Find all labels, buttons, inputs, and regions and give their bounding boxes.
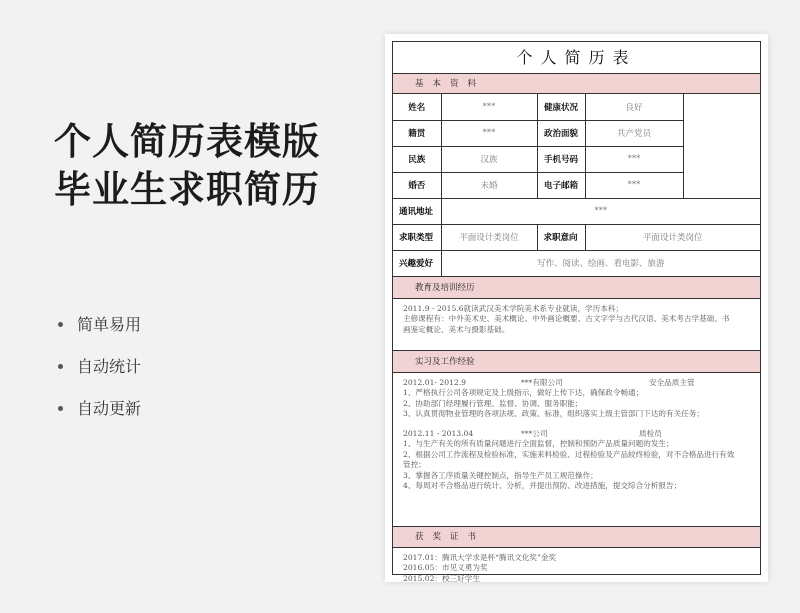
label-job-intent: 求职意向 <box>537 224 585 250</box>
job-header <box>403 429 752 440</box>
value-ethnicity: 汉族 <box>441 146 537 172</box>
job-date: 2012.11 - 2013.04 <box>403 428 474 438</box>
label-hobby: 兴趣爱好 <box>393 250 441 276</box>
job-duty-line: 2、根据公司工作流程及检验标准，实施来料检验、过程检验及产品较终检验，对不合格品进行有效 <box>403 449 735 459</box>
label-origin: 籍贯 <box>393 120 441 146</box>
job-company: ***公司 <box>521 428 548 438</box>
value-origin: *** <box>441 120 537 146</box>
value-email: *** <box>585 172 683 198</box>
value-marital: 未婚 <box>441 172 537 198</box>
job-header <box>403 378 752 389</box>
label-political: 政治面貌 <box>537 120 585 146</box>
basic-info-table <box>393 94 760 277</box>
label-email: 电子邮箱 <box>537 172 585 198</box>
photo-cell <box>683 94 760 198</box>
job-position: 安全品质主管 <box>649 377 695 387</box>
job-company: ***有限公司 <box>521 377 563 387</box>
label-health: 健康状况 <box>537 94 585 120</box>
education-line: 主修课程有：中外美术史、美术概论、中外画论概要、古文字学与古代汉语、美术考古学基础、书 <box>403 314 730 323</box>
section-education: 教育及培训经历 <box>393 277 760 299</box>
section-basic-info: 基本资料 <box>393 74 760 94</box>
education-line: 2011.9 - 2015.6就读武汉美术学院美术系专业就读，学历本科； <box>403 303 624 313</box>
award-line: 2016.05：市见义勇为奖 <box>403 563 488 572</box>
feature-item: 简单易用 <box>58 313 141 355</box>
resume-title: 个人简历表 <box>393 42 760 74</box>
education-body <box>393 299 760 351</box>
work-body <box>393 373 760 527</box>
award-line: 2015.02：校三好学生 <box>403 573 480 583</box>
job-duty-line: 1、与生产有关的所有质量问题进行全面监督，控制和预防产品质量问题的发生； <box>403 439 674 448</box>
value-phone: *** <box>585 146 683 172</box>
promo-title-line1: 个人简历表模版 <box>54 120 320 163</box>
label-job-type: 求职类型 <box>393 224 441 250</box>
job-duty-line: 2、协助部门经理履行管理、监督、协调、服务职能； <box>403 398 583 408</box>
feature-item: 自动统计 <box>58 355 141 397</box>
section-work: 实习及工作经验 <box>393 351 760 373</box>
label-ethnicity: 民族 <box>393 146 441 172</box>
awards-body <box>393 548 760 591</box>
job-duty-line: 4、每周对不合格品进行统计、分析，并提出预防、改进措施，提交综合分析报告； <box>403 481 682 490</box>
value-hobby: 写作、阅读、绘画、看电影、旅游 <box>441 250 760 276</box>
job-duty-line: 管控； <box>403 460 426 469</box>
job-date: 2012.01- 2012.9 <box>403 377 466 387</box>
value-job-intent: 平面设计类岗位 <box>585 224 760 250</box>
value-name: *** <box>441 94 537 120</box>
label-phone: 手机号码 <box>537 146 585 172</box>
bullet-icon <box>58 364 63 369</box>
feature-item: 自动更新 <box>58 397 141 439</box>
label-address: 通讯地址 <box>393 198 441 224</box>
promo-heading <box>54 118 320 214</box>
value-job-type: 平面设计类岗位 <box>441 224 537 250</box>
label-name: 姓名 <box>393 94 441 120</box>
job-duty-line: 3、认真贯彻物业管理的各项法规、政策、标准，组织落实上级主管部门下达的有关任务； <box>403 409 704 418</box>
bullet-icon <box>58 322 63 327</box>
award-line: 2017.01：腾讯大学求是杯“腾讯文化奖”金奖 <box>403 552 557 562</box>
job-duty-line: 3、掌握各工序质量关键控制点，指导生产员工规范操作； <box>403 470 598 480</box>
resume-sheet <box>385 34 768 582</box>
value-political: 共产党员 <box>585 120 683 146</box>
education-line: 画鉴定概论、美术与摄影基础。 <box>403 324 510 334</box>
feature-list <box>58 313 141 439</box>
section-awards: 获奖证书 <box>393 527 760 548</box>
promo-title-line2: 毕业生求职简历 <box>54 168 320 211</box>
job-position: 质检员 <box>639 428 662 438</box>
bullet-icon <box>58 406 63 411</box>
job-duty-line: 1、严格执行公司各项规定及上级指示，做好上传下达，确保政令畅通； <box>403 388 644 397</box>
value-address: *** <box>441 198 760 224</box>
value-health: 良好 <box>585 94 683 120</box>
label-marital: 婚否 <box>393 172 441 198</box>
resume-frame <box>392 41 761 583</box>
